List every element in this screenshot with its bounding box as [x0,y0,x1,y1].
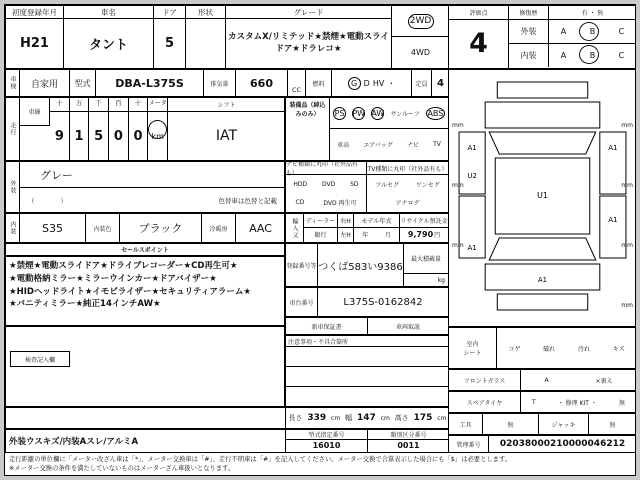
dealer-bank: ディーラー 銀行 [304,214,338,242]
equipment-row-1 [330,98,448,129]
reg-year-value: H21 [20,36,49,51]
doors-label: ドア [154,6,185,19]
length-unit: cm [331,414,341,422]
exterior-grade-mark [579,22,599,41]
color-price-note: 色替車は色替と記載 [218,196,277,205]
repair-block [509,6,636,68]
navi-sd: SD [350,180,359,188]
drive-4wd-label: 4WD [410,47,431,57]
cond-burn: コゲ [508,345,521,353]
tv-analog: アナログ [395,199,420,207]
svg-text:A1: A1 [537,275,548,284]
equip-height: 車高 [337,142,350,149]
fuel-option-hv: HV [372,78,385,88]
exterior-row: 外装 A B C [509,20,636,44]
line-label: 車線 [20,98,50,126]
height-unit: cm [437,414,447,422]
interior-grade-a: A [560,51,567,60]
car-name-cell [64,6,154,68]
mileage-unit: km [148,112,167,160]
rating-value: 4 [469,28,488,59]
doors-cell [154,6,186,68]
dimensions-row [5,407,449,429]
shift-label: シフト [168,98,285,112]
navi-dvd: DVD [322,180,336,188]
navi-dvd-play: DVD 再生可 [323,199,357,207]
inspection-label-box: 検査記入欄 [10,351,70,367]
recycle-block: リサイクル預託金 9,790 円 [400,214,448,242]
grade-value: カスタムX/リミテッド★禁煙★電動スライドア★ドラレコ★ [228,32,389,54]
front-glass-block [449,369,636,391]
inspection-col-label: 車検 [6,70,20,96]
equip-aw: AW [371,108,385,118]
mm-label-1: mm [452,122,464,129]
front-glass-label: フロントガラス [449,370,521,390]
exterior-grade-a: A [560,27,567,36]
tv-title: TV種類に丸印（社外品有も） [367,162,448,175]
sales-line-3: ★HIDヘッドライト★イモビライザー★セキュリティアラーム★ [9,286,251,297]
interior-side-label: 内装 [6,214,20,242]
mgmt-value: 02038000210000046212 [499,439,626,449]
tv-oneseg: ワンセグ [415,181,440,189]
equip-ps: PS [334,108,345,118]
interior-grade-b: B [589,51,596,60]
car-name-label: 車名 [64,6,153,19]
import-label: 輪入又 [286,214,304,242]
reg-number-label: 登録番号等 [286,244,318,286]
mileage-digit-3: 0 [109,112,129,160]
fuel-options [332,70,412,96]
svg-text:A1: A1 [467,143,477,152]
exterior-grade-b: B [589,27,596,36]
management-number-block [449,435,636,453]
model-year-block: モデル年式 年 月 [354,214,400,242]
width-label: 幅 [345,414,353,422]
cond-dirt: 汚れ [577,345,590,353]
rating-title: 評価点 [449,6,508,20]
notes-title: 注意事項・不具合箇所 [286,336,448,347]
drive-2wd-badge: 2WD [408,14,434,29]
mileage-digits [50,112,168,160]
chassis-value: L375S-0162842 [343,296,423,308]
header-band [5,5,449,69]
inspection-block [5,326,285,407]
navi-tv-block [285,161,449,213]
shape-value [186,19,225,68]
height-value: 175 [413,413,433,423]
tv-row-1 [367,175,448,193]
equipment-title: 装備品（綽込みのみ） [286,98,330,160]
owner-value: 自家用 [20,70,70,96]
tools-block [449,413,636,435]
tv-row-2 [367,193,448,211]
fuel-label: 燃料 [306,70,332,96]
dealer-block [285,213,449,243]
interior-grade-mark [579,45,599,64]
drive-cell [392,6,449,68]
equip-sunroof: サンルーフ [390,110,420,118]
aircon-value: AAC [249,221,272,235]
svg-text:A1: A1 [467,243,477,252]
warranty-block [285,317,449,335]
warranty-label: 新車保証書 [286,318,368,334]
fuel-option-d: D [363,78,370,88]
width-value: 147 [356,413,376,423]
interior-condition-items [497,328,636,368]
mileage-digit-0: 9 [50,112,70,160]
exterior-grade-c: C [618,27,625,36]
mileage-block [5,97,285,161]
reg-year-label: 初度登録年月 [6,6,63,19]
dimensions-blank [6,408,286,428]
seats-label: 定員 [412,70,432,96]
model-value: DBA-L375S [96,70,204,96]
sales-line-4: ★バニティミラー★純正14インチAW★ [9,299,161,310]
interior-grades [549,44,636,67]
sales-points [5,256,285,326]
equip-tv: TV [433,141,441,148]
max-load-label: 最大積載量 [404,244,448,274]
tools-label: 工具 [449,414,483,434]
grade-label: グレード [226,6,391,19]
interior-block [5,213,285,243]
mileage-digit-headers: 十 万 千 百 十 メーター [50,98,168,112]
equipment-block [285,97,449,161]
spare-tire-values [521,392,636,412]
navi-cd: CD [295,198,305,206]
equip-navi: ナビ [406,142,419,149]
footer-line-1: 走行距離の単位欄に「メーター改ざん車は「*」、メーター交換車は「#」、走行不明車は「#」を記入してください。メーター交換で合算表示した場合にも「$」は必要とします。 [9,456,512,463]
interior-condition-block [449,327,636,369]
tv-fullseg: フルセグ [375,181,400,189]
glass-val-b: ×裏え [595,377,613,385]
notes-block [285,335,449,407]
navi-row-1 [286,175,366,193]
footer-note [5,453,636,476]
footer-line-2: ※メーター交換の条件を満たしていないものはメーターざん車扱いとなります。 [9,465,235,473]
mm-label-5: mm [621,182,633,189]
tools-value: 無 [483,414,539,434]
interior-color-label: 内装色 [86,214,120,242]
jack-value: 無 [609,421,616,429]
mm-label-2: mm [452,182,464,189]
shape-cell [186,6,226,68]
aircon-label: 冷暖房 [202,214,236,242]
tv-block [367,162,448,212]
cond-tear: 破れ [543,345,556,353]
exterior-side-label: 外装 [6,162,20,212]
notes-lines [286,347,448,406]
bottom-note: 外装ウスキズ/内装Aスレ/アルミA [6,430,286,452]
class-no-block: 類別区分番号 0011 [368,430,449,452]
svg-text:A1: A1 [608,143,618,152]
dimensions-values [286,408,449,428]
car-diagram-svg [449,70,636,326]
color-note: （ ） [28,196,67,205]
cond-scratch: キズ [612,345,625,353]
doors-value: 5 [164,36,175,51]
navi-hdd: HDD [293,180,308,188]
navi-block [286,162,367,212]
sales-line-2: ★電動格納ミラー★ミラーウインカー★ドアバイザー★ [9,273,217,284]
interior-seat-label: 室内 シート [449,328,497,368]
exterior-grade-value: S35 [20,214,86,242]
shift-value: IAT [215,128,238,144]
width-unit: cm [380,414,390,422]
equip-abs: ABS [427,108,444,118]
reg-year-cell [6,6,64,68]
recycle-value-row: 9,790 円 [407,230,441,239]
reg-number-value: つくば583い9386 [318,244,404,286]
equip-airbag: エアバッグ [363,142,393,149]
color-value: グレー [20,162,285,188]
fuel-option-other: ・ [387,78,396,88]
height-label: 高さ [394,414,409,422]
car-name-value: タント [88,38,128,53]
displacement-value: 660 [236,70,288,96]
seats-value: 4 [437,77,444,89]
shape-label: 形状 [186,6,225,19]
spare-tire-block [449,391,636,413]
auction-sheet [4,4,636,476]
sales-title: セールスポイント [5,243,285,256]
length-value: 339 [307,413,327,423]
displacement-label: 排気量 [204,70,236,96]
svg-text:A1: A1 [608,215,618,224]
model-label: 型式 [70,70,96,96]
front-glass-values [521,370,636,390]
equip-pw: PW [352,108,366,118]
spare-val-none: 無 [618,399,625,407]
rating-block [449,5,636,69]
interior-color-value: ブラック [120,214,202,242]
mileage-digit-2: 5 [89,112,109,160]
svg-text:U1: U1 [537,191,548,200]
model-year-units: 年 月 [362,232,391,239]
grade-cell [226,6,392,68]
equipment-row-2 [330,129,448,160]
registration-number-block [285,243,449,287]
mileage-side-label: 走行 [6,98,20,160]
spare-val-kit: ・ 修理 KIT ・ [557,399,597,407]
glass-val-a: A [544,376,549,384]
mm-label-4: mm [621,122,633,129]
hand-side: 右H 左H [338,214,354,242]
mileage-digit-4: 0 [129,112,149,160]
displacement-unit: CC [288,70,306,96]
interior-row: 内装 A B C [509,44,636,67]
jack-label: ジャッキ [539,414,589,434]
chassis-block [285,287,449,317]
vehicle-doc-label: 車両取説 [395,323,420,331]
mm-label-6: mm [621,242,633,249]
type-number-row [5,429,449,453]
spec-row-1 [5,69,449,97]
mileage-digit-1: 1 [70,112,90,160]
fuel-option-g: G [348,77,361,90]
chassis-label: 車台番号 [286,288,318,316]
mm-label-3: mm [452,242,464,249]
mileage-unit-circle-mark [148,120,167,139]
color-note-row [20,188,285,212]
svg-text:U2: U2 [467,171,477,180]
left-column [5,5,449,453]
mgmt-label: 管理番号 [449,436,489,452]
mm-label-7: mm [621,302,633,309]
navi-row-2 [286,193,366,211]
interior-grade-c: C [618,51,625,60]
car-diagram-block [449,69,636,327]
length-label: 長さ [288,414,303,422]
navi-title: ナビ種類に丸印（社外品有も） [286,162,366,175]
spare-val-t: T [532,398,536,406]
exterior-grades [549,20,636,43]
sales-line-1: ★禁煙★電動スライドア★ドライブレコーダー★CD再生可★ [9,261,238,271]
type-no-block: 型式指定番号 16010 [286,430,368,452]
repair-header: 修復歴 有 ・ 無 [509,6,636,20]
right-column [449,5,636,453]
spare-tire-label: スペアタイヤ [449,392,521,412]
color-block [5,161,285,213]
max-load-unit: kg [437,276,445,284]
rating-score [449,6,509,68]
